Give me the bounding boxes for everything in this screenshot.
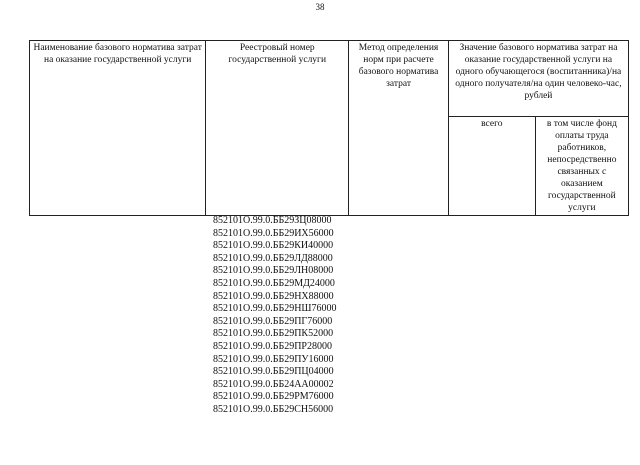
registry-code: 852101О.99.0.ББ29МД24000 bbox=[213, 277, 335, 289]
registry-code: 852101О.99.0.ББ29ПГ76000 bbox=[213, 315, 333, 327]
registry-code: 852101О.99.0.ББ29ПУ16000 bbox=[213, 353, 334, 365]
header-norm-name: Наименование базового норматива затрат на оказание государственной услуги bbox=[30, 41, 206, 216]
registry-code: 852101О.99.0.ББ29ЗЦ08000 bbox=[213, 215, 332, 226]
registry-code: 852101О.99.0.ББ24АА00002 bbox=[213, 378, 334, 390]
header-total: всего bbox=[448, 117, 535, 216]
header-registry-number: Реестровый номер государственной услуги bbox=[206, 41, 349, 216]
registry-code-list bbox=[213, 215, 337, 417]
registry-code: 852101О.99.0.ББ29ПК52000 bbox=[213, 328, 334, 340]
registry-code: 852101О.99.0.ББ29НХ88000 bbox=[213, 290, 334, 302]
registry-code: 852101О.99.0.ББ29ЛД88000 bbox=[213, 252, 333, 264]
registry-code: 852101О.99.0.ББ29ПР28000 bbox=[213, 340, 332, 352]
page-number: 38 bbox=[315, 2, 325, 12]
registry-code: 852101О.99.0.ББ29СН56000 bbox=[213, 403, 334, 415]
registry-code: 852101О.99.0.ББ29ЛН08000 bbox=[213, 265, 334, 277]
registry-code: 852101О.99.0.ББ29НШ76000 bbox=[213, 303, 337, 315]
registry-code: 852101О.99.0.ББ29ПЦ04000 bbox=[213, 366, 334, 378]
registry-code: 852101О.99.0.ББ29РМ76000 bbox=[213, 391, 334, 403]
header-norm-value: Значение базового норматива затрат на оказание государственной услуги на одного обучающегося (воспитанника)/на одного получателя/на один человеко-час, рублей bbox=[448, 41, 628, 117]
norms-table bbox=[29, 40, 629, 216]
header-method: Метод определения норм при расчете базового норматива затрат bbox=[349, 41, 449, 216]
registry-code: 852101О.99.0.ББ29КИ40000 bbox=[213, 240, 334, 252]
registry-code: 852101О.99.0.ББ29ИХ56000 bbox=[213, 227, 334, 239]
header-wage-fund: в том числе фонд оплаты труда работников, непосредственно связанных с оказанием государственной услуги bbox=[535, 117, 628, 216]
